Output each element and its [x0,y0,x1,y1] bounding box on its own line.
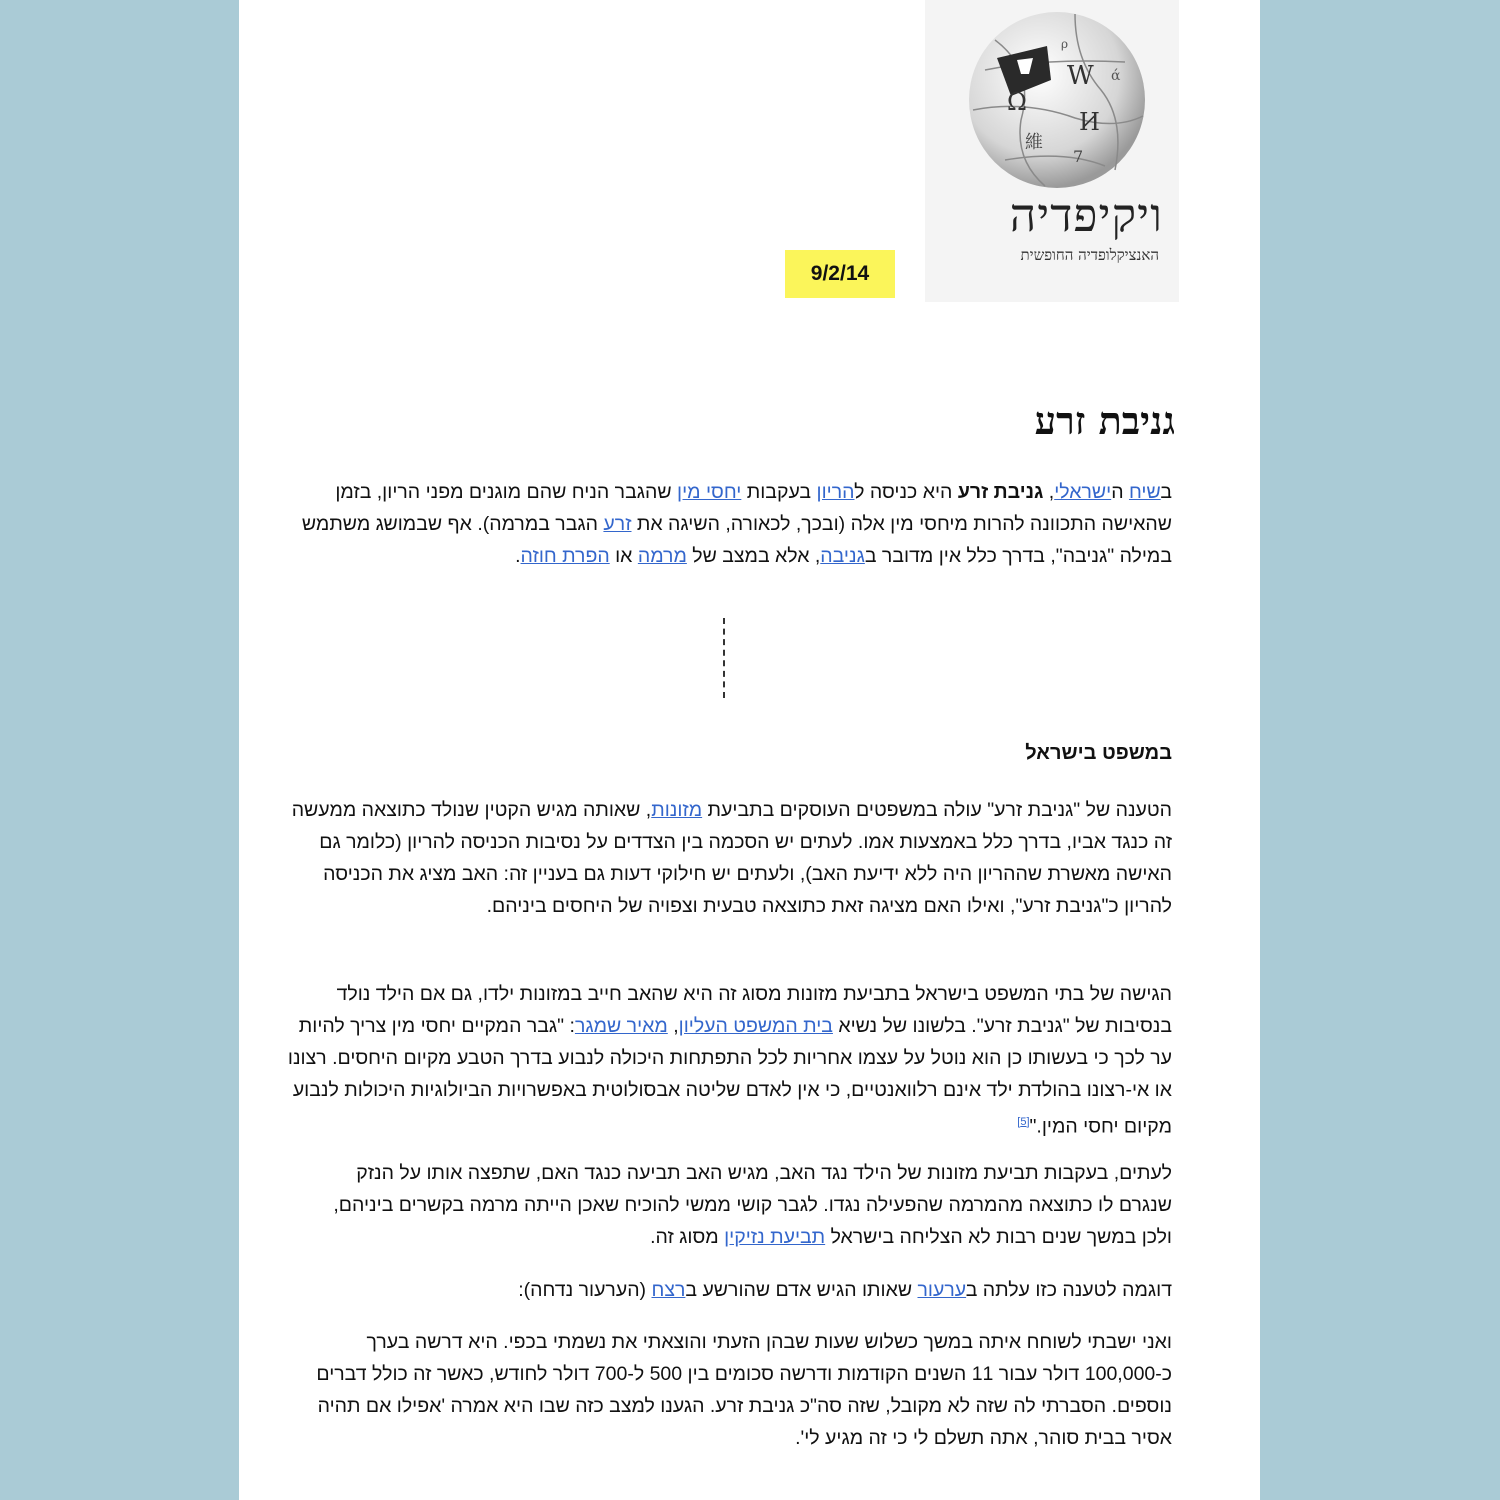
link-intercourse[interactable]: יחסי מין [677,481,742,503]
link-pregnancy[interactable]: הריון [816,481,855,503]
puzzle-globe-icon [925,0,1179,190]
text-run: מסוג זה. [650,1226,725,1248]
link-supreme-court[interactable]: בית המשפט העליון [678,1015,833,1037]
text-run: או [609,545,638,567]
logo-wordmark: ויקיפדיה [1009,188,1163,242]
text-run: (הערעור נדחה): [518,1279,652,1301]
bold-term: גניבת זרע [957,481,1044,503]
wikipedia-logo [925,0,1179,302]
text-run: : "גבר המקיים יחסי מין צריך להיות ער לכך כי בעשותו כן הוא נוטל על עצמו אחריות לכל התפתחות היכולה לנבוע בדרך הטבע מקיום היחסים. רצונו או אי-רצונו בהולדת ילד אינם רלוואנטיים, כי אין לאדם שליטה אבסולוטית באפשרויות הביולוגיות היכולות לנבוע מקיום יחסי המין." [287,1015,1172,1138]
article-title: גניבת זרע [1034,398,1175,443]
text-run: היא כניסה ל [854,481,958,503]
text-run: ה [1111,481,1129,503]
paragraph-3 [302,1157,1172,1253]
text-run: , [1043,481,1055,503]
link-fraud[interactable]: מרמה [637,545,687,567]
reference-link[interactable]: [5] [1017,1116,1030,1128]
link-tort-claim[interactable]: תביעת נזיקין [724,1226,826,1248]
text-run: שהגבר הניח שהם מוגנים מפני הריון, בזמן שהאישה התכוונה להרות מיחסי מין אלה (ובכך, לכאורה, השיגה את [335,481,1172,535]
link-alimony[interactable]: מזונות [651,799,703,821]
text-run: , אלא במצב של [686,545,821,567]
text-run: , [667,1015,679,1037]
link-breach-of-contract[interactable]: הפרת חוזה [520,545,610,567]
svg-text:W: W [1067,61,1094,91]
paragraph-1 [287,794,1172,922]
lead-paragraph [287,476,1172,572]
svg-text:7: 7 [1073,147,1084,166]
svg-text:ρ: ρ [1061,37,1069,51]
section-heading: במשפט בישראל [1025,742,1172,764]
link-israeli[interactable]: ישראלי [1054,481,1112,503]
svg-text:Ω: Ω [1007,88,1027,116]
svg-text:ά: ά [1111,68,1121,84]
date-stamp: 9/2/14 [785,250,895,298]
text-run: הגישה של בתי המשפט בישראל בתביעת מזונות מסוג זה היא שהאב חייב במזונות ילדו, גם אם הילד נולד בנסיבות של "גניבת זרע". בלשונו של נשיא [336,983,1172,1037]
paragraph-2 [277,978,1172,1143]
link-murder[interactable]: רצח [651,1279,686,1301]
link-sich[interactable]: שיח [1128,481,1161,503]
paragraph-4 [292,1274,1172,1306]
scanned-page [239,0,1260,1500]
text-run: דוגמה לטענה כזו עלתה ב [966,1279,1172,1301]
text-run: . [515,545,521,567]
link-meir-shamgar[interactable]: מאיר שמגר [574,1015,668,1037]
svg-text:И: И [1079,108,1100,136]
text-run: שאותו הגיש אדם שהורשע ב [685,1279,918,1301]
text-run: לעתים, בעקבות תביעת מזונות של הילד נגד האב, מגיש האב תביעה כנגד האם, שתפצה אותו על הנזק שנגרם לו כתוצאה מהמרמה שהפעילה נגדו. לגבר קושי ממשי להוכיח שאכן הייתה מרמה בקשרים ביניהם, ולכן במשך שנים רבות לא הצליחה בישראל [333,1162,1172,1248]
svg-text:維: 維 [1025,132,1043,153]
text-run: הטענה של "גניבת זרע" עולה במשפטים העוסקים בתביעת [702,799,1172,821]
link-theft[interactable]: גניבה [820,545,865,567]
text-run: בעקבות [741,481,817,503]
text-run: הגבר במרמה). אף שבמושג משתמש במילה "גניבה", בדרך כלל אין מדובר ב [301,513,1172,567]
text-run: , שאותה מגיש הקטין שנולד כתוצאה ממעשה זה כנגד אביו, בדרך כלל באמצעות אמו. לעתים יש הסכמה בין הצדדים על נסיבות הכניסה להריון (כלומר גם האישה מאשרת שההריון היה ללא ידיעת האב), ולעתים יש חילוקי דעות גם בעניין זה: האב מציג את הכניסה להריון כ"גניבת זרע", ואילו האם מציגה זאת כתוצאה טבעית וצפויה של היחסים ביניהם. [291,799,1172,917]
link-semen[interactable]: זרע [603,513,632,535]
text-run: ב [1160,481,1172,503]
link-appeal[interactable]: ערעור [917,1279,967,1301]
logo-tagline: האנציקלופדיה החופשית [1020,246,1159,264]
quote-paragraph: ואני ישבתי לשוחח איתה במשך כשלוש שעות שבהן הזעתי והוצאתי את נשמתי בכפי. היא דרשה בערך כ-100,000 דולר עבור 11 השנים הקודמות ודרשה סכומים בין 500 ל-700 דולר לחודש, כאשר זה כולל דברים נוספים. הסברתי לה שזה לא מקובל, שזה סה"כ גניבת זרע. הגענו למצב כזה שבו היא אמרה 'אפילו אם תהיה אסיר בבית סוהר, אתה תשלם לי כי זה מגיע לי'. [316,1331,1172,1449]
dashed-divider [723,618,725,698]
